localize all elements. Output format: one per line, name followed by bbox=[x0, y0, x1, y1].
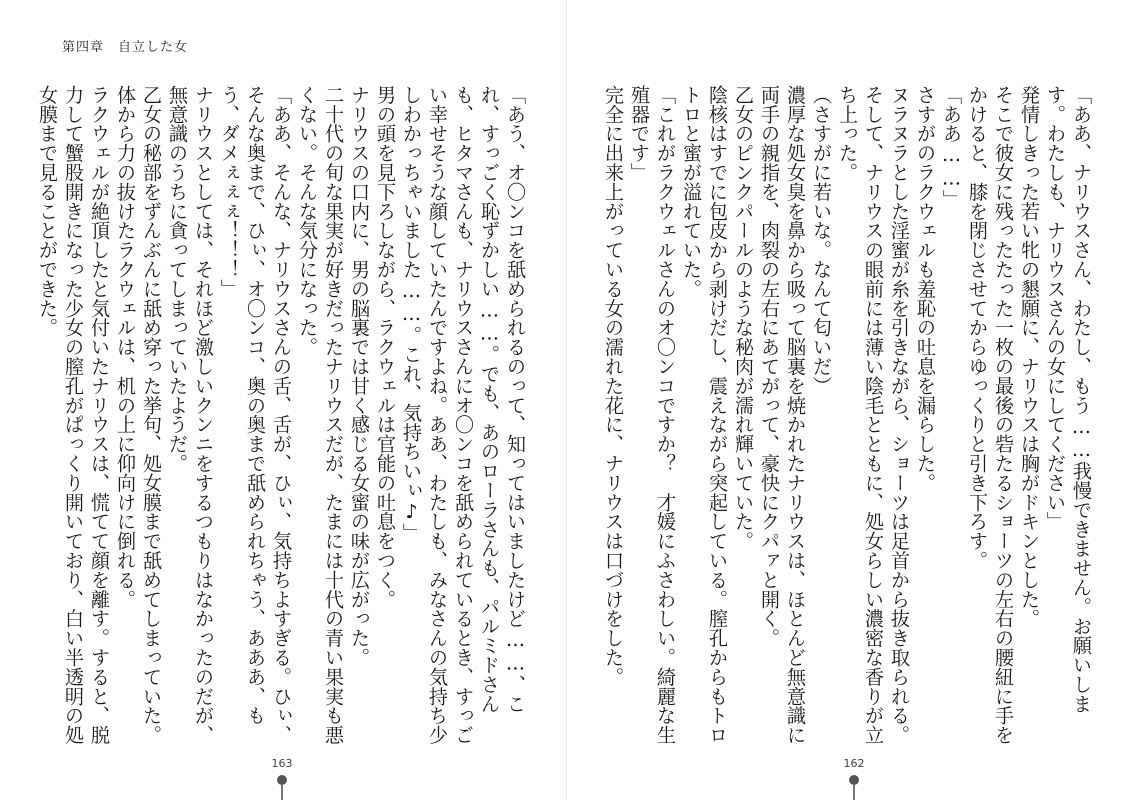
right-page-body-text: 「ああ、ナリウスさん、わたし、もう……我慢できません。お願いします。わたしも、ナリウスさんの女にしてください」 発情しきった若い牝の懇願に、ナリウスは胸がドキンとした。 そこで彼女に残ったたった一枚の最後の砦たるショーツの左右の腰紐に手をかけると、膝を閉じさせてからゆっくりと引き下ろす。 「ああ……」 さすがのラクウェルも羞恥の吐息を漏らした。 ヌラヌラとした淫蜜が糸を引きながら、ショーツは足首から抜き取られる。 そして、ナリウスの眼前には薄い陰毛とともに、処女らしい濃密な香りが立ち上った。 （さすがに若いな。なんて匂いだ） 濃厚な処女臭を鼻から吸って脳裏を焼かれたナリウスは、ほとんど無意識に両手の親指を、肉裂の左右にあてがって、豪快にクパァと開く。 乙女のピンクパールのような秘肉が濡れ輝いていた。 陰核はすでに包皮から剥けだし、震えながら突起している。膣孔からもトロトロと蜜が溢れていた。 「これがラクウェルさんのオ〇ンコですか？ 才媛にふさわしい。綺麗な生殖器です」 完全に出来上がっている女の濡れた花に、ナリウスは口づけをした。 bbox=[602, 85, 1093, 745]
left-page-number: 163 bbox=[271, 757, 293, 770]
left-page-folio-marker-icon bbox=[275, 775, 289, 800]
left-page-body-text: 「あう、オ〇ンコを舐められるのって、知ってはいましたけど……、これ、すっごく恥ずかしい……。でも、あのローラさんも、パルミドさんも、ヒタマさんも、ナリウスさんにオ〇ンコを舐められているとき、すっごい幸せそうな顔していたんですよね。ああ、わたしも、みなさんの気持ち少しわかっちゃいました……。これ、気持ちいぃ♪」 男の頭を見下ろしながら、ラクウェルは官能の吐息をつく。 ナリウスの口内に、男の脳裏では甘く感じる女蜜の味が広がった。 二十代の旬な果実が好きだったナリウスだが、たまには十代の青い果実も悪くない。そんな気分になった。 「ああ、そんな、ナリウスさんの舌、舌が、ひぃ、気持ちよすぎる。ひぃ、そんな奥まで、ひぃ、オ〇ンコ、奥の奥まで舐められちゃう、あああ、もう、ダメぇぇぇ！！！」 ナリウスとしては、それほど激しいクンニをするつもりはなかったのだが、無意識のうちに貪ってしまっていたようだ。 乙女の秘部をずんぶんに舐め穿った挙句、処女膜まで舐めてしまっていた。 体から力の抜けたラクウェルは、机の上に仰向けに倒れる。 ラクウェルが絶頂したと気付いたナリウスは、慌てて顔を離す。すると、脱力して蟹股開きになった少女の膣孔がぱっくり開いており、白い半透明の処女膜まで見ることができた。 bbox=[36, 85, 527, 745]
right-page-number: 162 bbox=[843, 757, 865, 770]
left-page bbox=[0, 0, 567, 800]
running-head-chapter-title: 第四章 自立した女 bbox=[62, 40, 189, 55]
right-page-folio-marker-icon bbox=[847, 775, 861, 800]
right-page bbox=[567, 0, 1135, 800]
